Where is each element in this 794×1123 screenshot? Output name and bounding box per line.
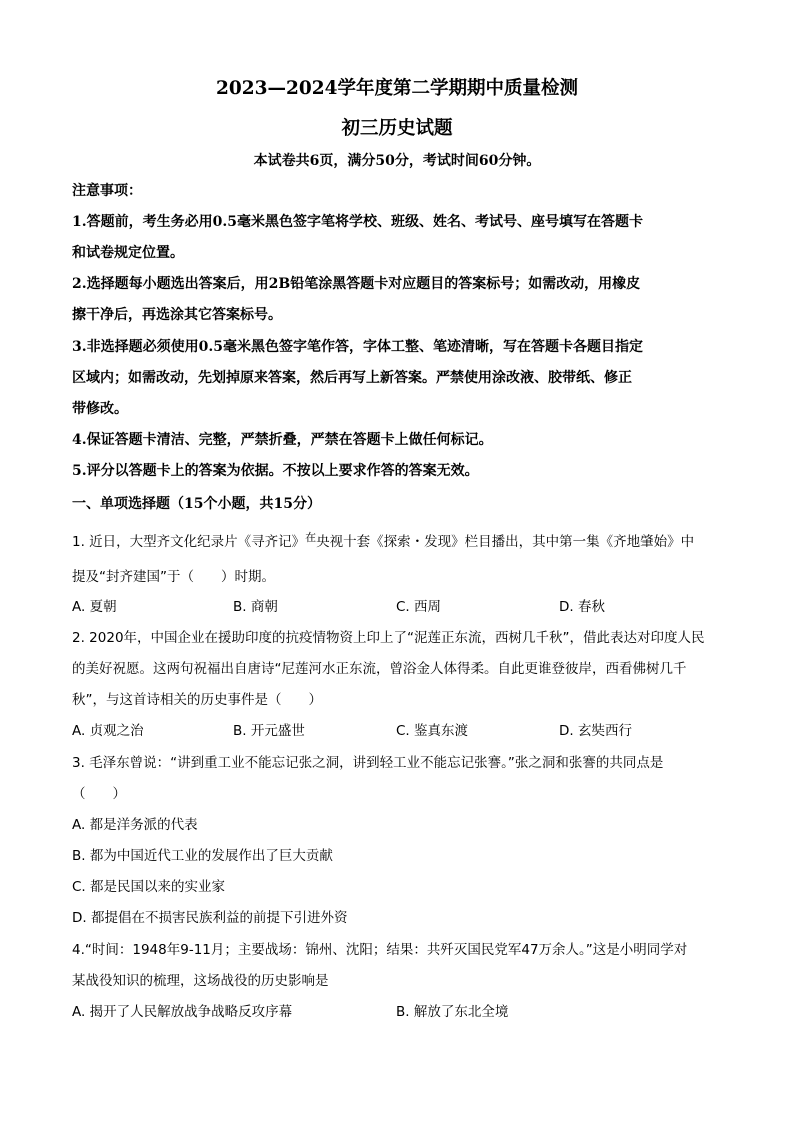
question-1-line: [72, 532, 724, 553]
question-1-option-b[interactable]: B. 商朝: [233, 599, 278, 615]
question-1-text-b: 在: [305, 531, 317, 544]
question-1-option-c[interactable]: C. 西周: [396, 599, 442, 615]
exam-title: 2023—2024学年度第二学期期中质量检测: [216, 78, 578, 99]
question-1-text-a: 1. 近日，大型齐文化纪录片《寻齐记》: [72, 534, 306, 550]
question-2-option-d[interactable]: D. 玄奘西行: [559, 723, 632, 739]
question-3-option-b[interactable]: B. 都为中国近代工业的发展作出了巨大贡献: [72, 848, 333, 864]
exam-subtitle: 初三历史试题: [341, 118, 453, 139]
question-3-option-c[interactable]: C. 都是民国以来的实业家: [72, 879, 226, 895]
question-1-line: 提及“封齐建国”于（ ）时期。: [72, 569, 275, 585]
notice-line: 5.评分以答题卡上的答案为依据。不按以上要求作答的答案无效。: [72, 463, 479, 479]
notice-heading: 注意事项：: [72, 183, 142, 199]
question-2-line: 秋”，与这首诗相关的历史事件是（ ）: [72, 692, 322, 708]
notice-line: 3.非选择题必须使用0.5毫米黑色签字笔作答，字体工整、笔迹清晰，写在答题卡各题目指定: [72, 339, 643, 355]
question-2-option-b[interactable]: B. 开元盛世: [233, 723, 305, 739]
section-heading: 一、单项选择题（15个小题，共15分）: [72, 496, 321, 512]
notice-line: 1.答题前，考生务必用0.5毫米黑色签字笔将学校、班级、姓名、考试号、座号填写在答题卡: [72, 214, 643, 230]
question-3-option-d[interactable]: D. 都提倡在不损害民族利益的前提下引进外资: [72, 910, 348, 926]
question-2-option-a[interactable]: A. 贞观之治: [72, 723, 144, 739]
question-1-option-d[interactable]: D. 春秋: [559, 599, 605, 615]
notice-line: 擦干净后，再选涂其它答案标号。: [72, 307, 282, 323]
question-2-line: 2. 2020年，中国企业在援助印度的抗疫情物资上印上了“泥莲正东流，西树几千秋”，借此表达对印度人民: [72, 630, 705, 646]
notice-line: 区域内；如需改动，先划掉原来答案，然后再写上新答案。严禁使用涂改液、胶带纸、修正: [72, 370, 632, 386]
question-1-option-a[interactable]: A. 夏朝: [72, 599, 117, 615]
question-4-line: 4.“时间：1948年9-11月；主要战场：锦州、沈阳；结果：共歼灭国民党军47万余人。”这是小明同学对: [72, 942, 688, 958]
question-2-option-c[interactable]: C. 鉴真东渡: [396, 723, 469, 739]
question-3-line: 3. 毛泽东曾说：“讲到重工业不能忘记张之洞，讲到轻工业不能忘记张謇。”张之洞和张謇的共同点是: [72, 755, 664, 771]
notice-line: 2.选择题每小题选出答案后，用2B铅笔涂黑答题卡对应题目的答案标号；如需改动，用橡皮: [72, 276, 641, 292]
notice-line: 4.保证答题卡清洁、完整，严禁折叠，严禁在答题卡上做任何标记。: [72, 432, 493, 448]
question-4-option-b[interactable]: B. 解放了东北全境: [396, 1004, 509, 1020]
notice-line: 带修改。: [72, 401, 128, 417]
question-2-line: 的美好祝愿。这两句祝福出自唐诗“尼莲河水正东流，曾浴金人体得柔。自此更谁登彼岸，西看佛树几千: [72, 661, 687, 677]
question-4-line: 某战役知识的梳理，这场战役的历史影响是: [72, 973, 329, 989]
question-3-line: （ ）: [72, 786, 126, 802]
question-1-text-c: 央视十套《探索・发现》栏目播出，其中第一集《齐地肇始》中: [316, 534, 695, 550]
question-4-option-a[interactable]: A. 揭开了人民解放战争战略反攻序幕: [72, 1004, 293, 1020]
notice-line: 和试卷规定位置。: [72, 245, 184, 261]
exam-info: 本试卷共6页，满分50分，考试时间60分钟。: [253, 153, 541, 169]
question-3-option-a[interactable]: A. 都是洋务派的代表: [72, 817, 198, 833]
